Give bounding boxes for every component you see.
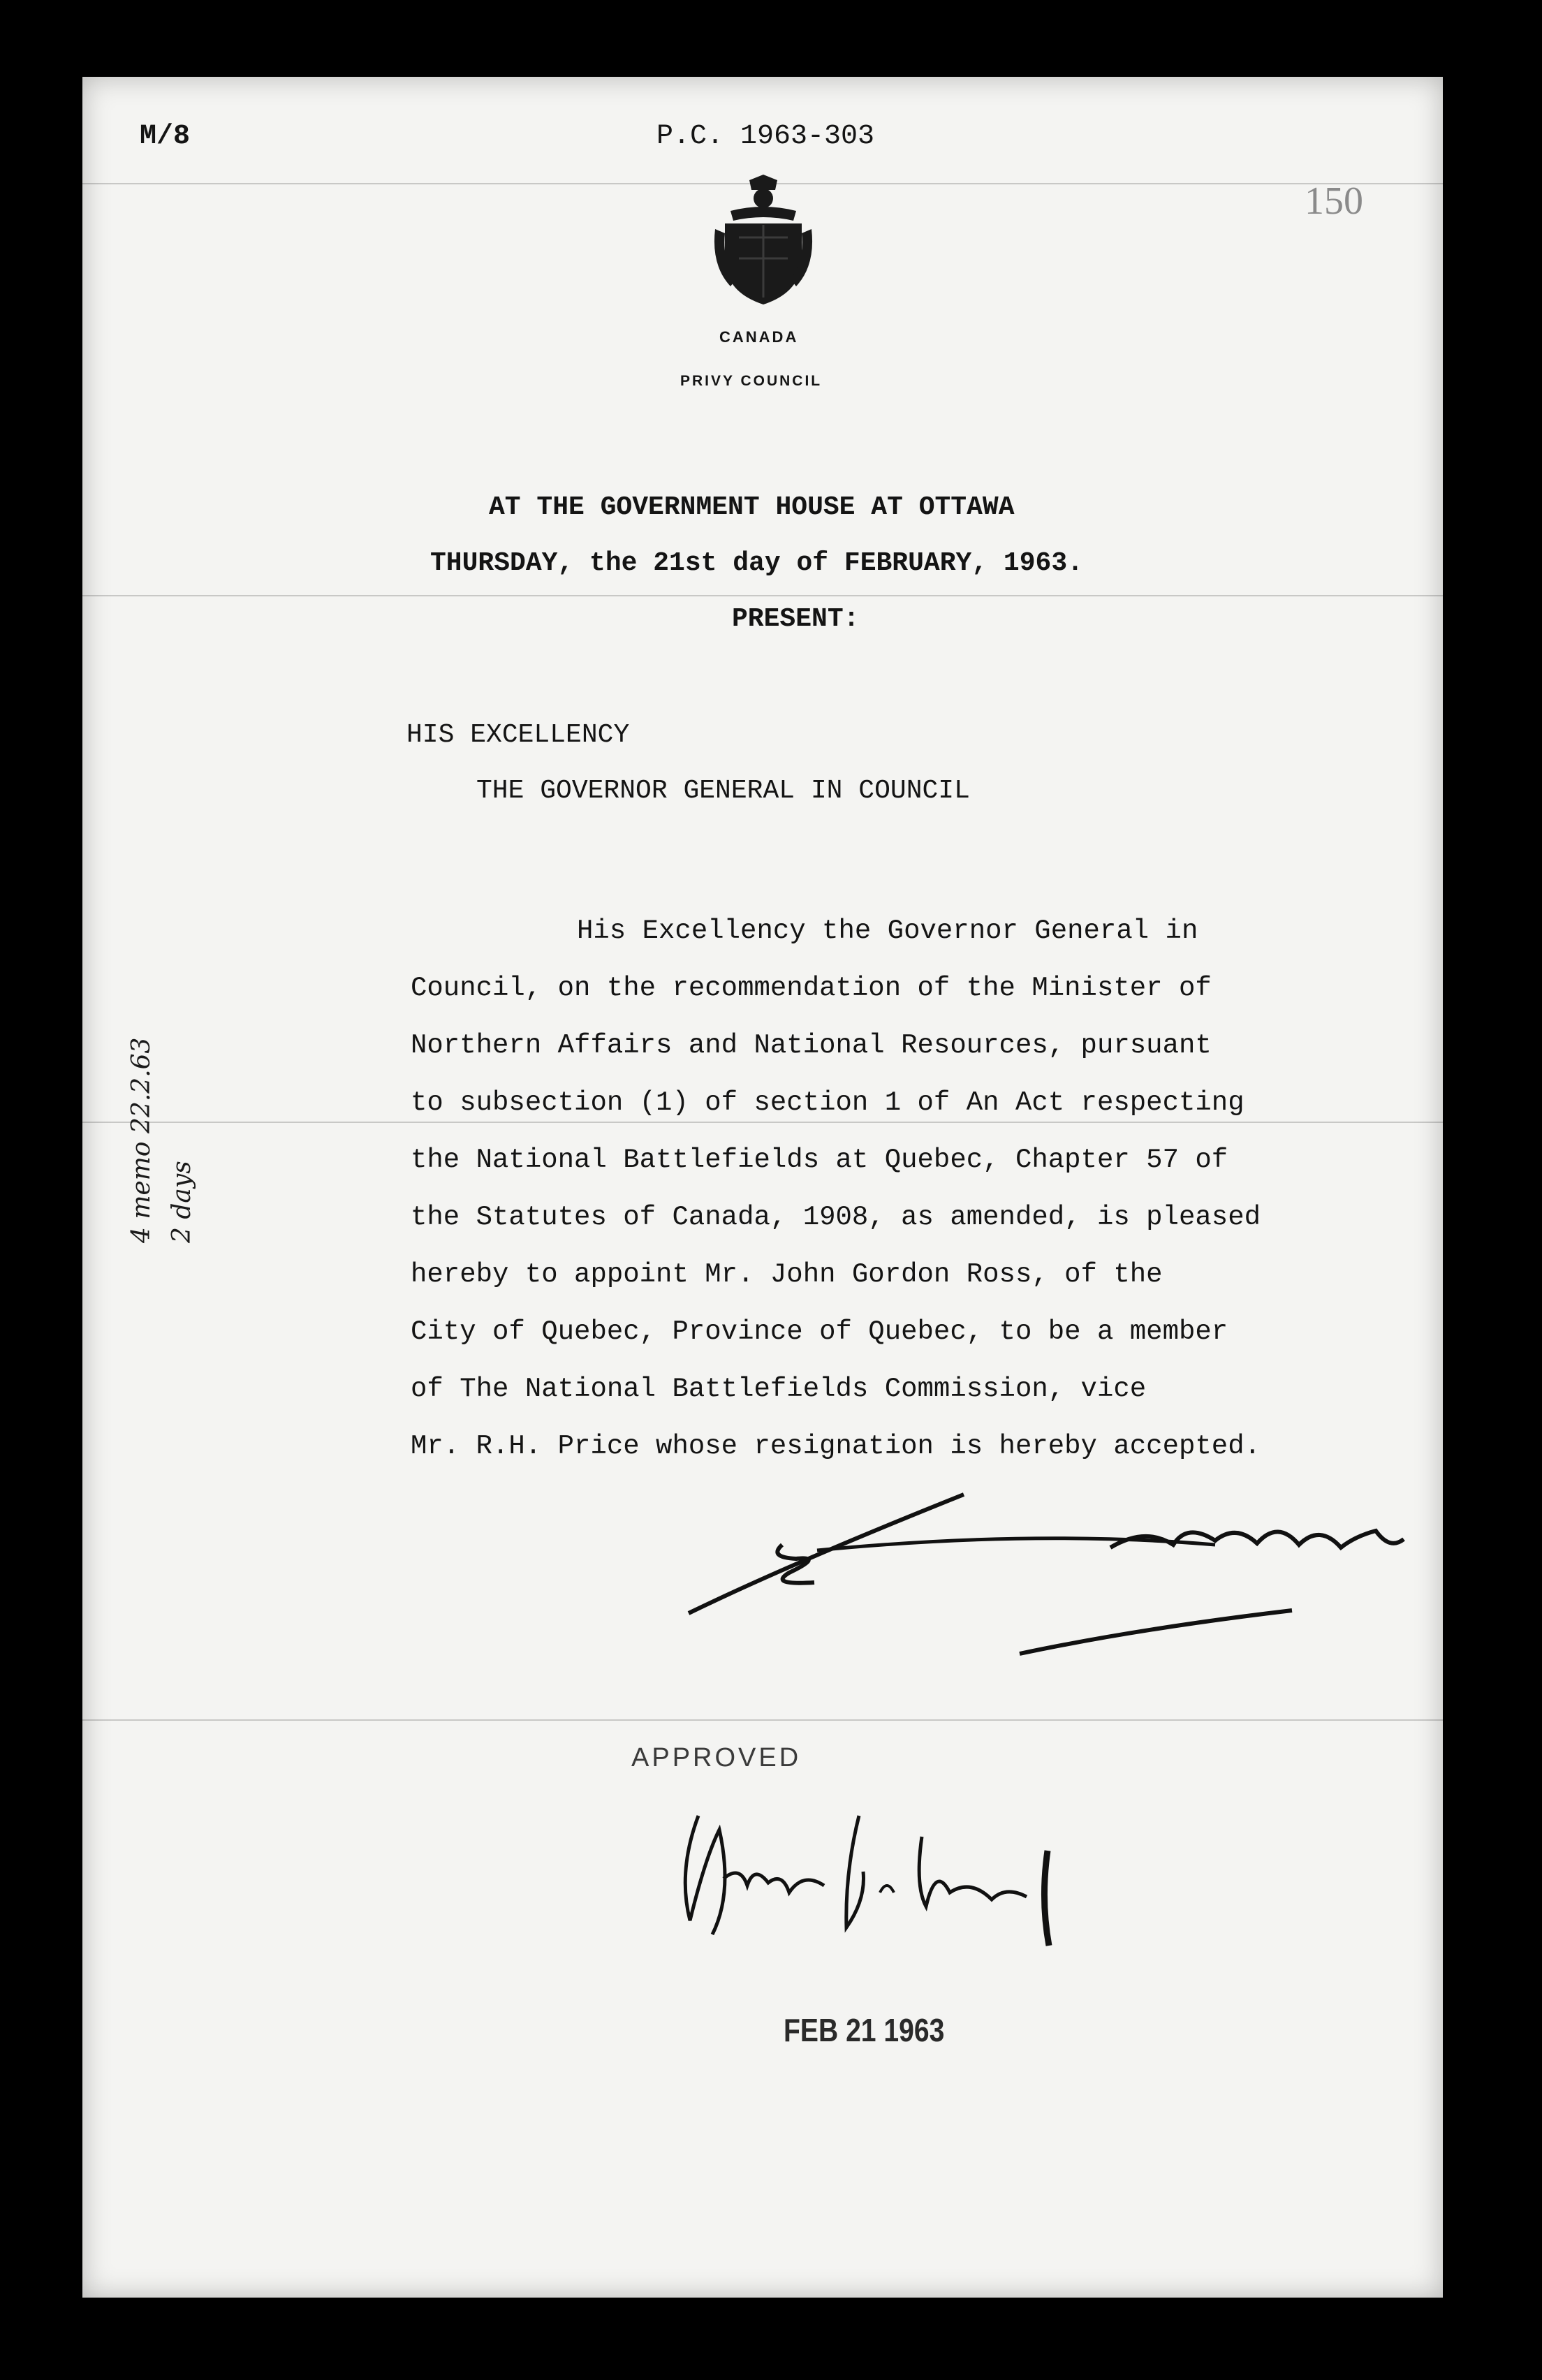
- place-line: AT THE GOVERNMENT HOUSE AT OTTAWA: [489, 492, 1015, 522]
- approval-date-stamp: FEB 21 1963: [784, 2012, 945, 2048]
- body-line: His Excellency the Governor General in: [577, 916, 1198, 946]
- margin-note-line1: 4 memo 22.2.63: [127, 1037, 156, 1243]
- file-reference: M/8: [140, 121, 191, 152]
- addressee-line1: HIS EXCELLENCY: [406, 720, 630, 750]
- fold-line: [82, 1719, 1443, 1721]
- margin-note-line2: 2 days: [168, 1161, 196, 1243]
- body-line: City of Quebec, Province of Quebec, to be a member: [411, 1316, 1228, 1347]
- page-number: 150: [1305, 179, 1363, 223]
- letterhead-country: CANADA: [719, 328, 799, 346]
- coat-of-arms-icon: [711, 175, 816, 307]
- body-line: Council, on the recommendation of the Minister of: [411, 973, 1212, 1004]
- prime-minister-signature: [684, 1481, 1439, 1676]
- present-label: PRESENT:: [732, 604, 860, 634]
- body-line: the Statutes of Canada, 1908, as amended, is pleased: [411, 1202, 1261, 1233]
- governor-general-signature: [656, 1788, 1103, 1955]
- approved-stamp: APPROVED: [631, 1743, 802, 1772]
- body-line: the National Battlefields at Quebec, Chapter 57 of: [411, 1145, 1228, 1175]
- body-line: hereby to appoint Mr. John Gordon Ross, of the: [411, 1259, 1163, 1290]
- document-page: [82, 77, 1443, 2298]
- body-line: of The National Battlefields Commission, vice: [411, 1374, 1147, 1404]
- body-line: Mr. R.H. Price whose resignation is hereby accepted.: [411, 1431, 1261, 1462]
- addressee-line2: THE GOVERNOR GENERAL IN COUNCIL: [476, 776, 970, 806]
- fold-line: [82, 1122, 1443, 1123]
- order-number: P.C. 1963-303: [656, 121, 875, 152]
- body-line: to subsection (1) of section 1 of An Act respecting: [411, 1087, 1244, 1118]
- letterhead-office: PRIVY COUNCIL: [680, 373, 823, 389]
- fold-line: [82, 595, 1443, 596]
- body-line: Northern Affairs and National Resources, pursuant: [411, 1030, 1212, 1061]
- date-line: THURSDAY, the 21st day of FEBRUARY, 1963.: [430, 548, 1083, 578]
